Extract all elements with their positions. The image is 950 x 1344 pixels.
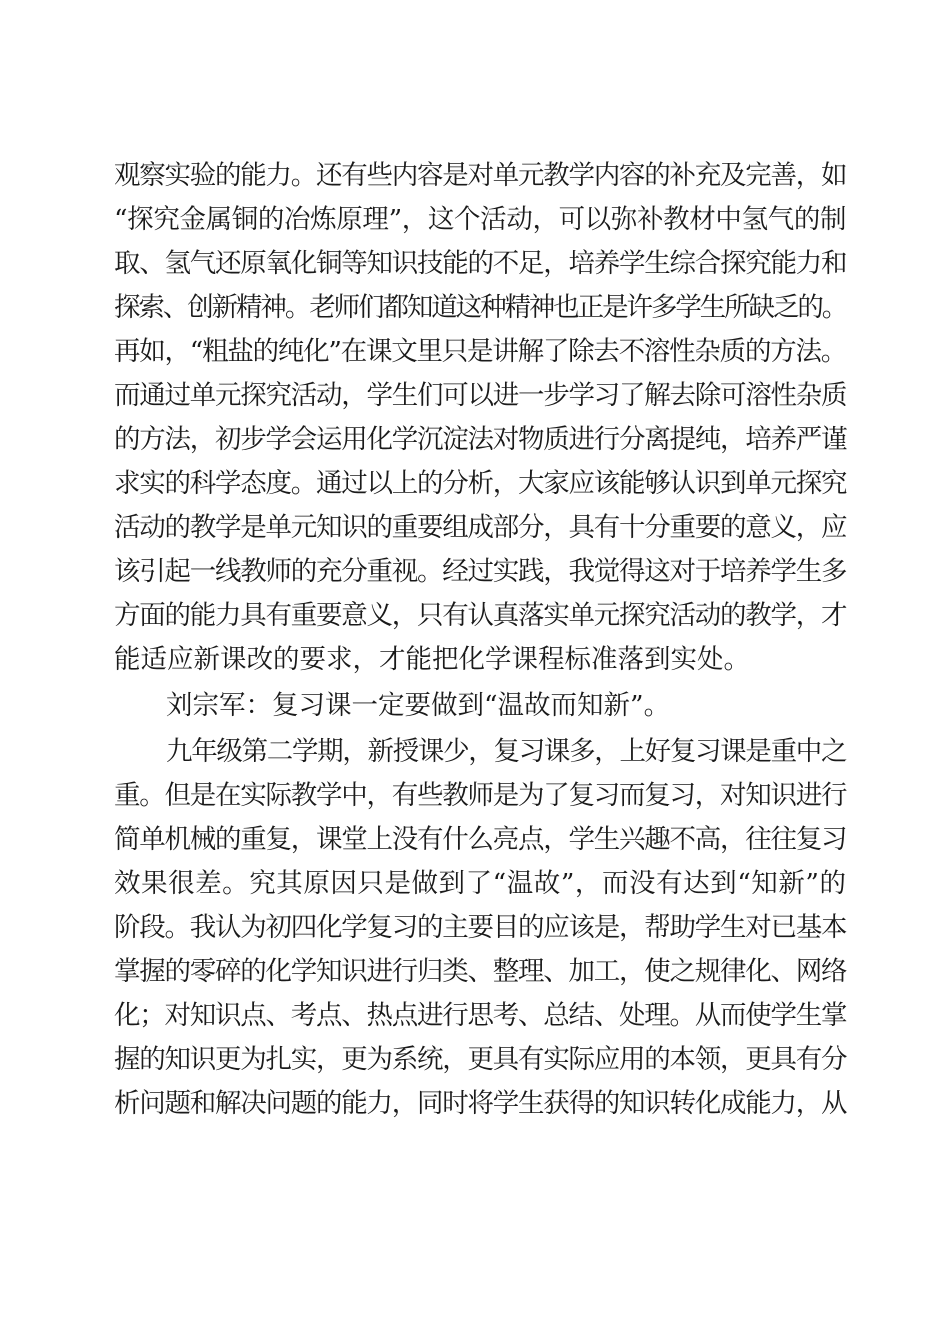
text-line: 探索、创新精神。老师们都知道这种精神也正是许多学生所缺乏的。 <box>114 292 846 323</box>
text-line: 方面的能力具有重要意义，只有认真落实单元探究活动的教学，才 <box>114 600 847 631</box>
text-line: 握的知识更为扎实，更为系统，更具有实际应用的本领，更具有分 <box>114 1044 847 1075</box>
text-line: 求实的科学态度。通过以上的分析，大家应该能够认识到单元探究 <box>114 468 847 499</box>
text-line: 掌握的零碎的化学知识进行归类、整理、加工，使之规律化、网络 <box>114 956 847 987</box>
text-line: 阶段。我认为初四化学复习的主要目的应该是，帮助学生对已基本 <box>114 912 847 943</box>
text-line: 重。但是在实际教学中，有些教师是为了复习而复习，对知识进行 <box>114 780 847 811</box>
text-line: 而通过单元探究活动，学生们可以进一步学习了解去除可溶性杂质 <box>114 380 847 411</box>
text-line: 观察实验的能力。还有些内容是对单元教学内容的补充及完善，如 <box>114 160 847 191</box>
text-line: 化；对知识点、考点、热点进行思考、总结、处理。从而使学生掌 <box>114 1000 847 1031</box>
text-line: 效果很差。究其原因只是做到了“温故”，而没有达到“知新”的 <box>114 868 846 899</box>
text-line: 再如，“粗盐的纯化”在课文里只是讲解了除去不溶性杂质的方法。 <box>114 336 846 367</box>
text-line: 九年级第二学期，新授课少，复习课多，上好复习课是重中之 <box>166 736 846 767</box>
text-line: 该引起一线教师的充分重视。经过实践，我觉得这对于培养学生多 <box>114 556 847 587</box>
text-line: 活动的教学是单元知识的重要组成部分，具有十分重要的意义，应 <box>114 512 847 543</box>
text-line: 简单机械的重复，课堂上没有什么亮点，学生兴趣不高，往往复习 <box>114 824 847 855</box>
text-line: 的方法，初步学会运用化学沉淀法对物质进行分离提纯，培养严谨 <box>114 424 847 455</box>
text-line: 取、氢气还原氧化铜等知识技能的不足，培养学生综合探究能力和 <box>114 248 847 279</box>
section-heading: 刘宗军：复习课一定要做到“温故而知新”。 <box>166 690 671 721</box>
text-line: 析问题和解决问题的能力，同时将学生获得的知识转化成能力，从 <box>114 1088 847 1119</box>
text-line: “探究金属铜的冶炼原理”，这个活动，可以弥补教材中氢气的制 <box>114 204 846 235</box>
text-line: 能适应新课改的要求，才能把化学课程标准落到实处。 <box>114 644 750 675</box>
